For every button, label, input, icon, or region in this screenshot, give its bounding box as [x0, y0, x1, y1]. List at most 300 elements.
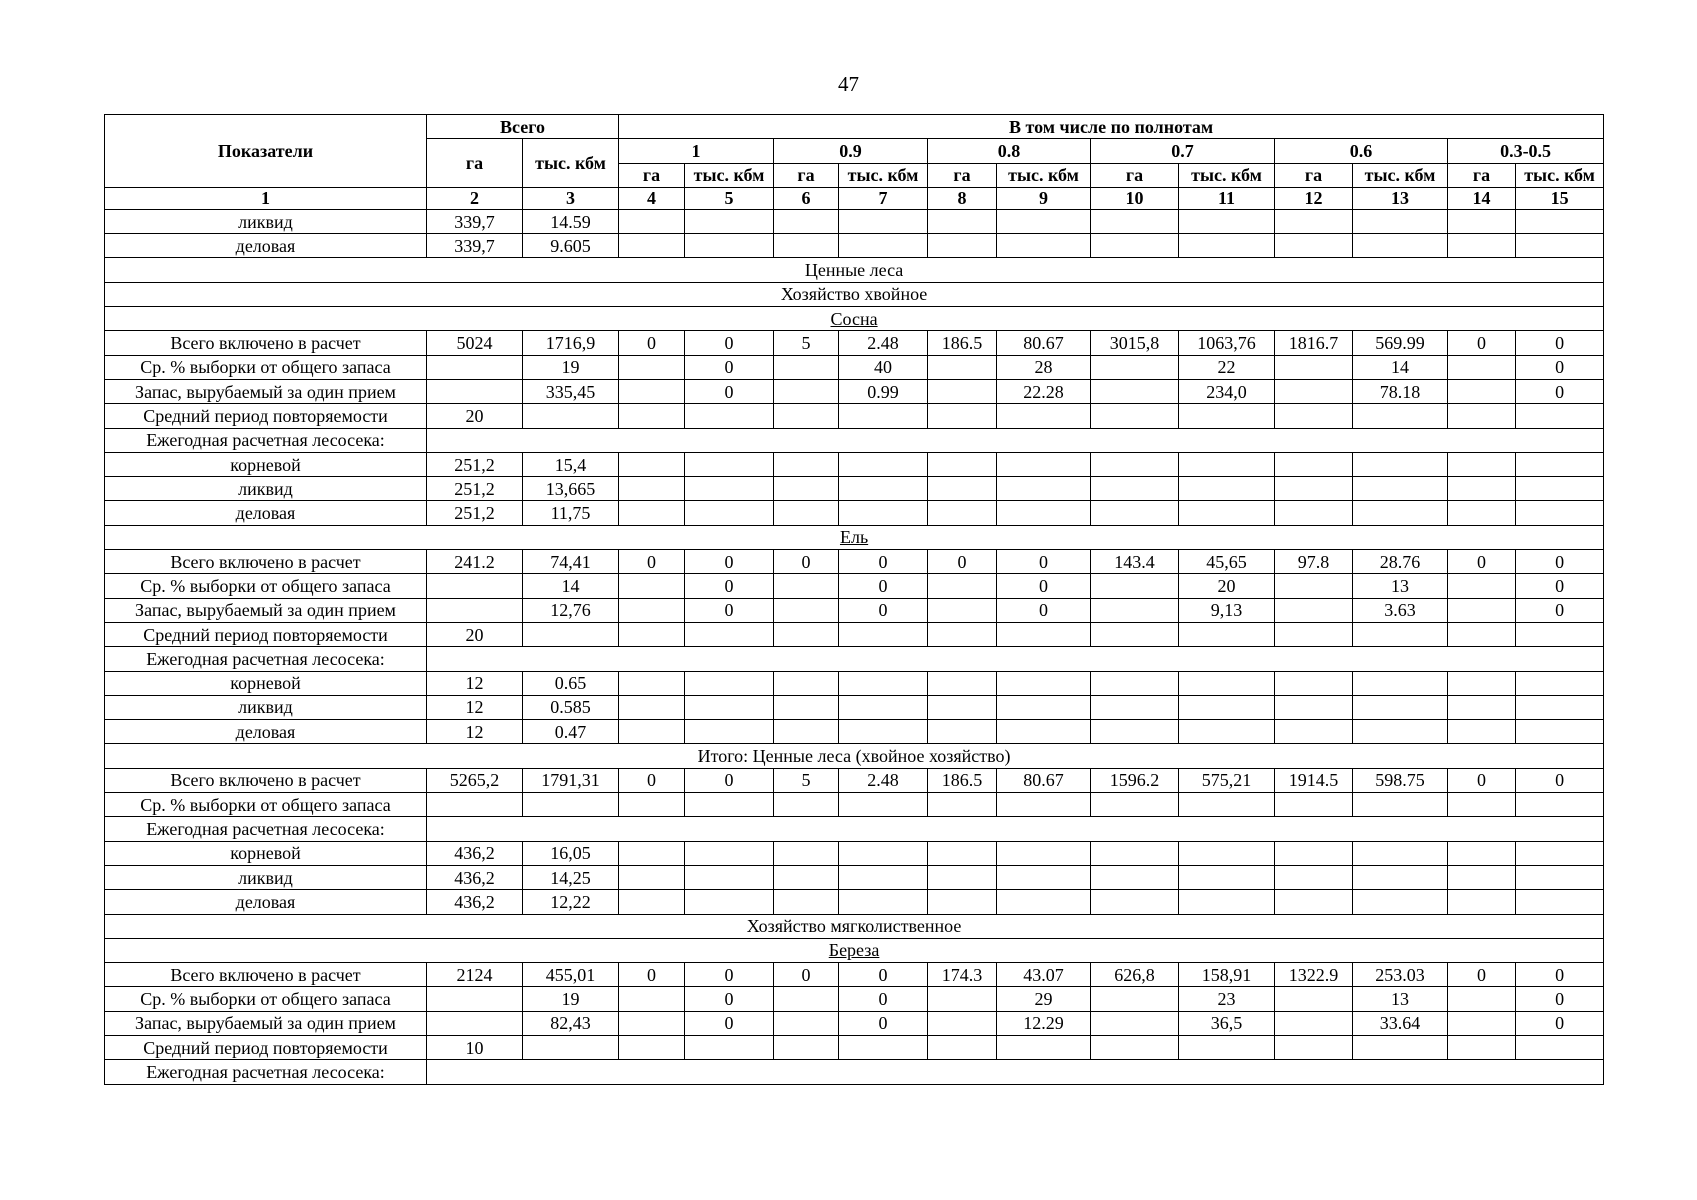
table-cell [1516, 452, 1604, 476]
table-cell [685, 720, 774, 744]
table-cell: 0 [997, 598, 1091, 622]
table-cell [774, 404, 839, 428]
header-unit-ha: га [619, 163, 685, 187]
table-cell: 12,22 [523, 890, 619, 914]
table-cell [928, 598, 997, 622]
table-cell [774, 671, 839, 695]
table-cell: 2.48 [839, 331, 928, 355]
section-title [105, 744, 1604, 768]
table-cell [1516, 865, 1604, 889]
table-cell: 29 [997, 987, 1091, 1011]
table-cell [1091, 574, 1179, 598]
table-cell [1275, 987, 1353, 1011]
table-cell: 143.4 [1091, 550, 1179, 574]
table-cell [1275, 671, 1353, 695]
row-label: Всего включено в расчет [105, 768, 427, 792]
table-cell [685, 477, 774, 501]
table-cell: 13 [1353, 574, 1448, 598]
table-cell: 0.65 [523, 671, 619, 695]
table-cell [997, 404, 1091, 428]
section-title [105, 307, 1604, 331]
table-cell: 0 [839, 574, 928, 598]
table-cell [1091, 1011, 1179, 1035]
table-cell: 14 [523, 574, 619, 598]
table-cell [997, 695, 1091, 719]
table-cell: 0 [1448, 768, 1516, 792]
table-cell: 0 [774, 963, 839, 987]
table-row [105, 379, 1604, 403]
table-cell [1448, 452, 1516, 476]
table-cell [1179, 234, 1275, 258]
column-number: 11 [1179, 187, 1275, 209]
table-cell: 19 [523, 987, 619, 1011]
row-label: Запас, вырубаемый за один прием [105, 379, 427, 403]
empty-span-cell [427, 1060, 1604, 1084]
table-row [105, 987, 1604, 1011]
table-cell [1448, 355, 1516, 379]
table-cell [1353, 890, 1448, 914]
table-cell [427, 379, 523, 403]
table-cell [928, 574, 997, 598]
table-cell: 12.29 [997, 1011, 1091, 1035]
table-cell [619, 404, 685, 428]
table-cell [619, 355, 685, 379]
table-cell: 158,91 [1179, 963, 1275, 987]
table-cell [774, 695, 839, 719]
table-cell: 1063,76 [1179, 331, 1275, 355]
header-total: Всего [427, 115, 619, 139]
table-cell [1448, 379, 1516, 403]
section-title-text: Хозяйство хвойное [780, 284, 928, 305]
table-cell [619, 477, 685, 501]
section-row [105, 938, 1604, 962]
table-cell [1353, 720, 1448, 744]
table-cell [1091, 209, 1179, 233]
table-cell [1275, 574, 1353, 598]
section-row [105, 258, 1604, 282]
table-cell: 0 [839, 963, 928, 987]
header-unit-ha: га [1091, 163, 1179, 187]
section-row [105, 914, 1604, 938]
table-cell [619, 452, 685, 476]
row-label: Ср. % выборки от общего запаса [105, 793, 427, 817]
table-cell: 0 [619, 550, 685, 574]
table-cell [1353, 452, 1448, 476]
table-cell [619, 865, 685, 889]
table-cell [523, 622, 619, 646]
table-cell: 436,2 [427, 890, 523, 914]
column-number: 12 [1275, 187, 1353, 209]
table-cell [839, 209, 928, 233]
table-cell [774, 234, 839, 258]
table-cell: 36,5 [1179, 1011, 1275, 1035]
table-cell [1353, 695, 1448, 719]
table-cell [1353, 1035, 1448, 1059]
table-cell [685, 671, 774, 695]
table-cell: 11,75 [523, 501, 619, 525]
table-cell: 40 [839, 355, 928, 379]
table-cell [1353, 404, 1448, 428]
table-cell [1448, 501, 1516, 525]
header-total-ha: га [427, 139, 523, 188]
table-cell: 1816.7 [1275, 331, 1353, 355]
header-unit-ha: га [1275, 163, 1353, 187]
column-number: 3 [523, 187, 619, 209]
table-cell: 0 [1516, 355, 1604, 379]
table-cell [619, 720, 685, 744]
table-cell [1275, 477, 1353, 501]
table-cell: 3015,8 [1091, 331, 1179, 355]
table-cell [1179, 1035, 1275, 1059]
table-cell [1091, 379, 1179, 403]
table-cell: 575,21 [1179, 768, 1275, 792]
column-number: 1 [105, 187, 427, 209]
header-unit-ha: га [1448, 163, 1516, 187]
table-cell: 5 [774, 331, 839, 355]
table-cell [1179, 452, 1275, 476]
table-cell [1448, 234, 1516, 258]
table-cell [1091, 987, 1179, 1011]
table-cell: 0 [997, 550, 1091, 574]
table-cell [1275, 1035, 1353, 1059]
table-cell: 335,45 [523, 379, 619, 403]
table-cell [997, 890, 1091, 914]
table-cell: 97.8 [1275, 550, 1353, 574]
table-cell: 20 [427, 404, 523, 428]
table-cell: 569.99 [1353, 331, 1448, 355]
table-cell [1275, 1011, 1353, 1035]
table-cell: 234,0 [1179, 379, 1275, 403]
table-cell [1516, 671, 1604, 695]
header-unit-vol: тыс. кбм [1353, 163, 1448, 187]
table-cell [928, 234, 997, 258]
table-cell [774, 987, 839, 1011]
table-cell: 0 [1516, 550, 1604, 574]
table-cell [1448, 890, 1516, 914]
table-cell [619, 598, 685, 622]
table-cell: 436,2 [427, 841, 523, 865]
table-cell [839, 841, 928, 865]
table-cell [619, 501, 685, 525]
table-cell [523, 793, 619, 817]
table-cell [839, 890, 928, 914]
table-cell: 241.2 [427, 550, 523, 574]
table-cell: 0 [839, 1011, 928, 1035]
table-row [105, 331, 1604, 355]
header-unit-vol: тыс. кбм [685, 163, 774, 187]
table-cell: 186.5 [928, 768, 997, 792]
row-label: корневой [105, 671, 427, 695]
table-cell: 0 [1448, 331, 1516, 355]
section-title-text: Сосна [830, 308, 878, 329]
table-cell [1448, 695, 1516, 719]
table-cell: 23 [1179, 987, 1275, 1011]
table-cell: 0 [1516, 331, 1604, 355]
table-cell [997, 234, 1091, 258]
table-cell: 2124 [427, 963, 523, 987]
header-unit-vol: тыс. кбм [997, 163, 1091, 187]
table-cell [1275, 720, 1353, 744]
table-cell: 74,41 [523, 550, 619, 574]
table-cell: 1791,31 [523, 768, 619, 792]
empty-span-cell [427, 428, 1604, 452]
table-cell [1179, 209, 1275, 233]
table-cell [774, 720, 839, 744]
table-cell: 0 [839, 987, 928, 1011]
table-cell [1091, 720, 1179, 744]
table-cell [685, 890, 774, 914]
table-cell [1516, 234, 1604, 258]
table-cell [928, 987, 997, 1011]
table-cell: 0 [685, 598, 774, 622]
table-cell [928, 379, 997, 403]
header-unit-vol: тыс. кбм [839, 163, 928, 187]
table-cell [1448, 574, 1516, 598]
table-cell [1516, 890, 1604, 914]
table-cell [774, 598, 839, 622]
table-cell [997, 671, 1091, 695]
table-cell [839, 622, 928, 646]
table-cell: 28 [997, 355, 1091, 379]
table-cell [1275, 890, 1353, 914]
table-cell [774, 574, 839, 598]
table-cell [1179, 671, 1275, 695]
table-cell [1448, 720, 1516, 744]
column-number: 10 [1091, 187, 1179, 209]
table-cell: 20 [427, 622, 523, 646]
column-number: 5 [685, 187, 774, 209]
table-cell [774, 477, 839, 501]
table-cell [774, 355, 839, 379]
row-label: Всего включено в расчет [105, 550, 427, 574]
table-cell [1353, 622, 1448, 646]
table-cell: 0 [685, 987, 774, 1011]
column-numbers-row [105, 187, 1604, 209]
table-cell [774, 501, 839, 525]
table-cell: 33.64 [1353, 1011, 1448, 1035]
table-cell: 1914.5 [1275, 768, 1353, 792]
table-cell [774, 865, 839, 889]
table-cell [997, 622, 1091, 646]
table-cell [1448, 987, 1516, 1011]
table-cell [1448, 477, 1516, 501]
table-cell: 598.75 [1353, 768, 1448, 792]
table-cell [928, 501, 997, 525]
table-cell [997, 841, 1091, 865]
header-density-group: 0.7 [1091, 139, 1275, 163]
table-cell [1516, 695, 1604, 719]
row-label: Средний период повторяемости [105, 404, 427, 428]
table-cell: 0 [1516, 1011, 1604, 1035]
column-number: 9 [997, 187, 1091, 209]
row-label: Средний период повторяемости [105, 622, 427, 646]
table-cell [685, 1035, 774, 1059]
table-cell [928, 841, 997, 865]
table-cell: 12,76 [523, 598, 619, 622]
row-label: деловая [105, 890, 427, 914]
table-cell [1353, 671, 1448, 695]
table-cell [839, 720, 928, 744]
table-cell [928, 452, 997, 476]
table-cell: 0 [928, 550, 997, 574]
table-cell [1448, 671, 1516, 695]
row-label: Ежегодная расчетная лесосека: [105, 817, 427, 841]
table-cell [619, 793, 685, 817]
table-cell: 1596.2 [1091, 768, 1179, 792]
table-cell [839, 695, 928, 719]
table-cell [685, 501, 774, 525]
table-row [105, 793, 1604, 817]
page-number: 47 [838, 72, 859, 96]
row-label: Ежегодная расчетная лесосека: [105, 1060, 427, 1084]
table-cell [774, 890, 839, 914]
table-cell [1448, 793, 1516, 817]
table-row [105, 428, 1604, 452]
table-cell: 0 [997, 574, 1091, 598]
table-cell [997, 1035, 1091, 1059]
table-cell [1091, 865, 1179, 889]
table-cell [839, 501, 928, 525]
row-label: Всего включено в расчет [105, 331, 427, 355]
table-cell [1091, 452, 1179, 476]
table-cell [427, 574, 523, 598]
table-cell: 16,05 [523, 841, 619, 865]
table-cell: 14 [1353, 355, 1448, 379]
table-row [105, 598, 1604, 622]
table-row [105, 574, 1604, 598]
table-cell: 0 [1448, 963, 1516, 987]
table-row [105, 550, 1604, 574]
table-cell: 0 [839, 550, 928, 574]
table-cell [619, 1011, 685, 1035]
header-density-group: 0.6 [1275, 139, 1448, 163]
table-cell [1091, 841, 1179, 865]
header-unit-ha: га [928, 163, 997, 187]
table-cell: 28.76 [1353, 550, 1448, 574]
table-cell [1091, 671, 1179, 695]
table-cell: 5 [774, 768, 839, 792]
table-cell: 5265,2 [427, 768, 523, 792]
table-cell [1275, 209, 1353, 233]
table-cell [1448, 865, 1516, 889]
table-row [105, 695, 1604, 719]
table-cell: 0 [685, 331, 774, 355]
table-cell [619, 987, 685, 1011]
header-by-density: В том числе по полнотам [619, 115, 1604, 139]
row-label: корневой [105, 841, 427, 865]
table-cell: 0 [1516, 574, 1604, 598]
table-cell [1091, 501, 1179, 525]
table-cell: 251,2 [427, 501, 523, 525]
table-cell [839, 477, 928, 501]
table-cell [1275, 404, 1353, 428]
table-row [105, 1011, 1604, 1035]
table-cell [1091, 890, 1179, 914]
section-title-text: Итого: Ценные леса (хвойное хозяйство) [697, 746, 1011, 767]
table-cell: 0 [619, 331, 685, 355]
table-cell [1516, 720, 1604, 744]
table-cell [1516, 404, 1604, 428]
header-density-group: 1 [619, 139, 774, 163]
table-cell [1353, 501, 1448, 525]
table-cell [427, 355, 523, 379]
row-label: деловая [105, 234, 427, 258]
table-cell [1179, 890, 1275, 914]
section-title-text: Ель [839, 527, 869, 548]
table-row [105, 1060, 1604, 1084]
table-cell: 13,665 [523, 477, 619, 501]
table-cell [619, 209, 685, 233]
table-row [105, 890, 1604, 914]
section-title [105, 525, 1604, 549]
table-cell [1275, 695, 1353, 719]
table-cell [619, 622, 685, 646]
table-cell [1275, 355, 1353, 379]
table-cell [774, 841, 839, 865]
table-cell: 19 [523, 355, 619, 379]
table-cell [427, 1011, 523, 1035]
table-body [105, 209, 1604, 1084]
table-row [105, 622, 1604, 646]
table-cell [1353, 209, 1448, 233]
table-cell [1448, 1035, 1516, 1059]
table-cell: 1322.9 [1275, 963, 1353, 987]
table-cell [685, 404, 774, 428]
table-cell [1448, 209, 1516, 233]
table-cell: 0 [619, 963, 685, 987]
table-row [105, 404, 1604, 428]
table-cell [1091, 793, 1179, 817]
row-label: деловая [105, 501, 427, 525]
table-cell [928, 1011, 997, 1035]
table-cell [1179, 865, 1275, 889]
table-row [105, 963, 1604, 987]
table-cell: 45,65 [1179, 550, 1275, 574]
table-cell [1275, 793, 1353, 817]
table-cell [1179, 622, 1275, 646]
table-cell: 5024 [427, 331, 523, 355]
column-number: 14 [1448, 187, 1516, 209]
table-cell: 0 [685, 355, 774, 379]
table-cell [774, 622, 839, 646]
table-cell [1516, 477, 1604, 501]
table-row [105, 647, 1604, 671]
table-row [105, 720, 1604, 744]
column-number: 8 [928, 187, 997, 209]
row-label: ликвид [105, 209, 427, 233]
section-title-text: Береза [828, 940, 880, 961]
table-cell: 0 [1516, 987, 1604, 1011]
table-cell [1179, 501, 1275, 525]
column-number: 4 [619, 187, 685, 209]
table-cell: 455,01 [523, 963, 619, 987]
table-cell: 22.28 [997, 379, 1091, 403]
table-cell [928, 209, 997, 233]
table-cell [839, 865, 928, 889]
row-label: Ежегодная расчетная лесосека: [105, 647, 427, 671]
section-title [105, 938, 1604, 962]
table-cell [997, 477, 1091, 501]
table-cell [1091, 695, 1179, 719]
row-label: Ср. % выборки от общего запаса [105, 574, 427, 598]
table-cell [928, 865, 997, 889]
column-number: 7 [839, 187, 928, 209]
section-row [105, 525, 1604, 549]
section-title-text: Ценные леса [804, 260, 904, 281]
table-cell: 253.03 [1353, 963, 1448, 987]
section-title [105, 282, 1604, 306]
section-row [105, 282, 1604, 306]
